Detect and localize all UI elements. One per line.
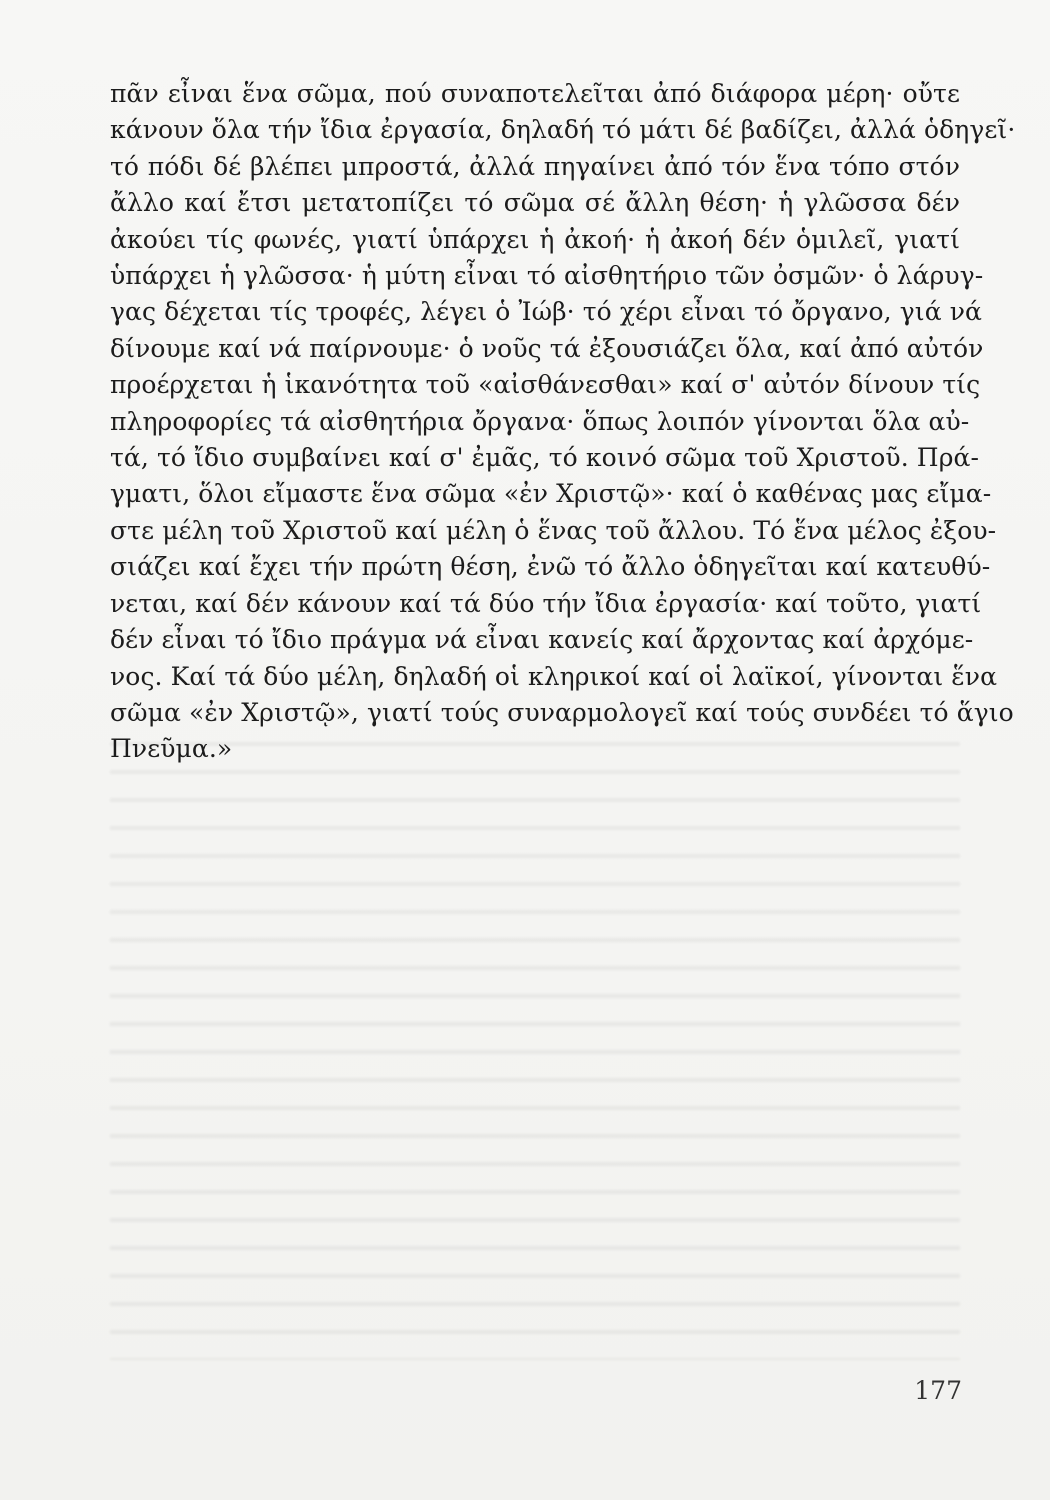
text-line: πληροφορίες τά αἰσθητήρια ὄργανα· ὅπως λοιπόν γίνονται ὅλα αὐ- <box>110 406 970 436</box>
text-line: γας δέχεται τίς τροφές, λέγει ὁ Ἰώβ· τό χέρι εἶναι τό ὄργανο, γιά νά <box>110 297 982 327</box>
text-line: νεται, καί δέν κάνουν καί τά δύο τήν ἴδια ἐργασία· καί τοῦτο, γιατί <box>110 588 982 618</box>
text-line: γματι, ὅλοι εἴμαστε ἕνα σῶμα «ἐν Χριστῷ»· καί ὁ καθένας μας εἴμα- <box>110 479 992 509</box>
text-line: πᾶν εἶναι ἕνα σῶμα, πού συναποτελεῖται ἀπό διάφορα μέρη· οὔτε <box>110 79 960 108</box>
show-through-text <box>110 730 960 1360</box>
text-line: Πνεῦμα.» <box>110 734 233 764</box>
text-line: ἀκούει τίς φωνές, γιατί ὑπάρχει ἡ ἀκοή· ἡ ἀκοή δέν ὁμιλεῖ, γιατί <box>110 224 960 254</box>
text-line: νος. Καί τά δύο μέλη, δηλαδή οἱ κληρικοί καί οἱ λαϊκοί, γίνονται ἕνα <box>110 661 998 691</box>
text-line: ἄλλο καί ἔτσι μετατοπίζει τό σῶμα σέ ἄλλη θέση· ἡ γλῶσσα δέν <box>110 188 960 218</box>
text-line: κάνουν ὅλα τήν ἴδια ἐργασία, δηλαδή τό μάτι δέ βαδίζει, ἀλλά ὁδηγεῖ· <box>110 115 1016 145</box>
text-line: σιάζει καί ἔχει τήν πρώτη θέση, ἐνῶ τό ἄλλο ὁδηγεῖται καί κατευθύ- <box>110 552 991 582</box>
text-line: ὑπάρχει ἡ γλῶσσα· ἡ μύτη εἶναι τό αἰσθητήριο τῶν ὀσμῶν· ὁ λάρυγ- <box>110 261 984 291</box>
page-number: 177 <box>914 1376 962 1405</box>
text-line: δίνουμε καί νά παίρνουμε· ὁ νοῦς τά ἐξουσιάζει ὅλα, καί ἀπό αὐτόν <box>110 333 984 363</box>
body-text <box>110 76 1016 768</box>
text-line: προέρχεται ἡ ἱκανότητα τοῦ «αἰσθάνεσθαι» καί σ' αὐτόν δίνουν τίς <box>110 370 981 400</box>
text-line: τά, τό ἴδιο συμβαίνει καί σ' ἐμᾶς, τό κοινό σῶμα τοῦ Χριστοῦ. Πρά- <box>110 443 980 473</box>
text-line: σῶμα «ἐν Χριστῷ», γιατί τούς συναρμολογεῖ καί τούς συνδέει τό ἅγιο <box>110 697 1014 727</box>
text-line: δέν εἶναι τό ἴδιο πράγμα νά εἶναι κανείς καί ἄρχοντας καί ἀρχόμε- <box>110 625 974 655</box>
text-line: στε μέλη τοῦ Χριστοῦ καί μέλη ὁ ἕνας τοῦ ἄλλου. Τό ἕνα μέλος ἐξου- <box>110 515 997 545</box>
text-line: τό πόδι δέ βλέπει μπροστά, ἀλλά πηγαίνει ἀπό τόν ἕνα τόπο στόν <box>110 151 960 181</box>
